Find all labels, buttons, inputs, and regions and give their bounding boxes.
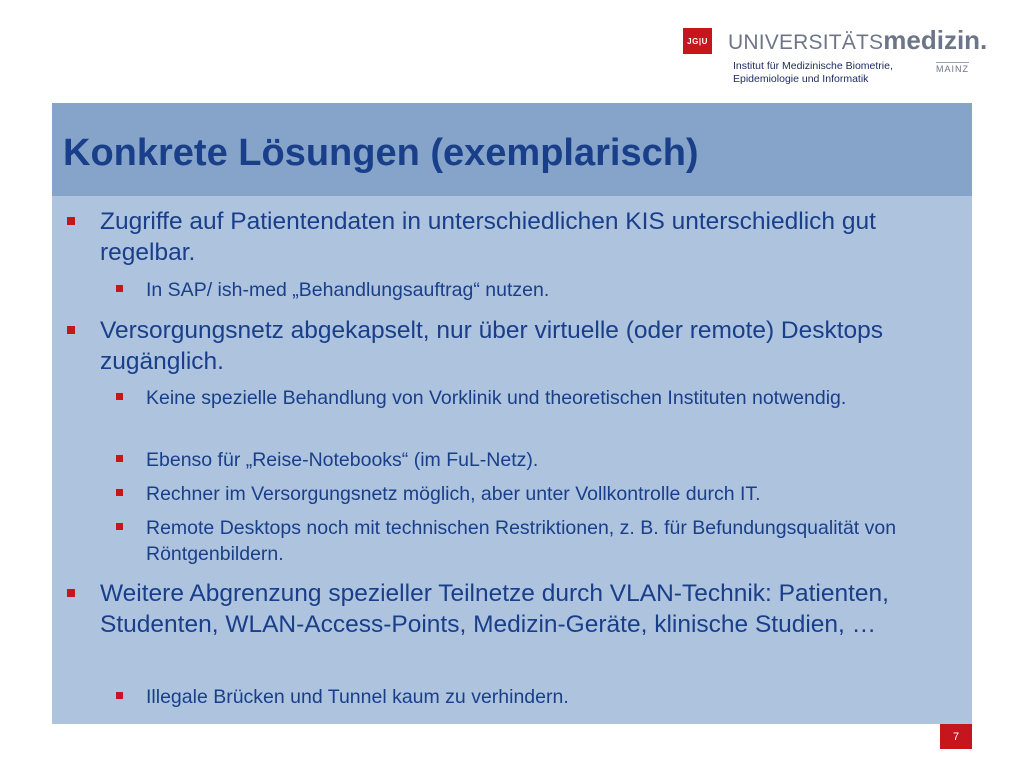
sub-bullet-item	[146, 481, 966, 507]
bullet-square-icon	[67, 589, 75, 597]
bullet-square-icon	[116, 393, 123, 400]
sub-bullet-text: Illegale Brücken und Tunnel kaum zu verhindern.	[146, 686, 569, 708]
slide-title: Konkrete Lösungen (exemplarisch)	[63, 132, 699, 174]
jgu-logo: JG|U	[683, 28, 712, 54]
bullet-square-icon	[67, 217, 75, 225]
sub-bullet-text: In SAP/ ish-med „Behandlungsauftrag“ nutzen.	[146, 279, 550, 301]
sub-bullet-item	[146, 277, 966, 303]
bullet-square-icon	[116, 692, 123, 699]
bullet-square-icon	[67, 326, 75, 334]
sub-bullet-text: Keine spezielle Behandlung von Vorklinik und theoretischen Instituten notwendig.	[146, 387, 847, 409]
bullet-text: Versorgungsnetz abgekapselt, nur über virtuelle (oder remote) Desktops zugänglich.	[100, 317, 884, 375]
sub-bullet-item	[146, 515, 966, 567]
sub-bullet-text: Remote Desktops noch mit technischen Restriktionen, z. B. für Befundungsqualität von Röntgenbildern.	[146, 517, 897, 565]
bullet-item	[100, 206, 970, 268]
bullet-text: Zugriffe auf Patientendaten in unterschiedlichen KIS unterschiedlich gut regelbar.	[100, 208, 876, 266]
bullet-square-icon	[116, 455, 123, 462]
sub-bullet-text: Rechner im Versorgungsnetz möglich, aber unter Vollkontrolle durch IT.	[146, 483, 761, 505]
institute-line-2: Epidemiologie und Informatik	[733, 73, 869, 85]
institute-line-1: Institut für Medizinische Biometrie,	[733, 60, 893, 72]
logo-suffix: medizin.	[883, 25, 988, 55]
bullet-text: Weitere Abgrenzung spezieller Teilnetze durch VLAN-Technik: Patienten, Studenten, WLAN-Access-Points, Medizin-Geräte, klinische Studien, …	[100, 580, 889, 638]
sub-bullet-item	[146, 684, 966, 710]
bullet-square-icon	[116, 489, 123, 496]
sub-bullet-item	[146, 385, 966, 411]
sub-bullet-item	[146, 447, 966, 473]
university-medicine-logo	[728, 24, 987, 56]
sub-bullet-text: Ebenso für „Reise-Notebooks“ (im FuL-Netz).	[146, 449, 539, 471]
page-number: 7	[940, 724, 972, 749]
bullet-item	[100, 315, 970, 377]
bullet-item	[100, 578, 970, 640]
institute-name	[733, 60, 893, 86]
city-label: MAINZ	[936, 64, 969, 74]
bullet-square-icon	[116, 523, 123, 530]
logo-prefix: UNIVERSITÄTS	[728, 31, 884, 54]
bullet-square-icon	[116, 285, 123, 292]
